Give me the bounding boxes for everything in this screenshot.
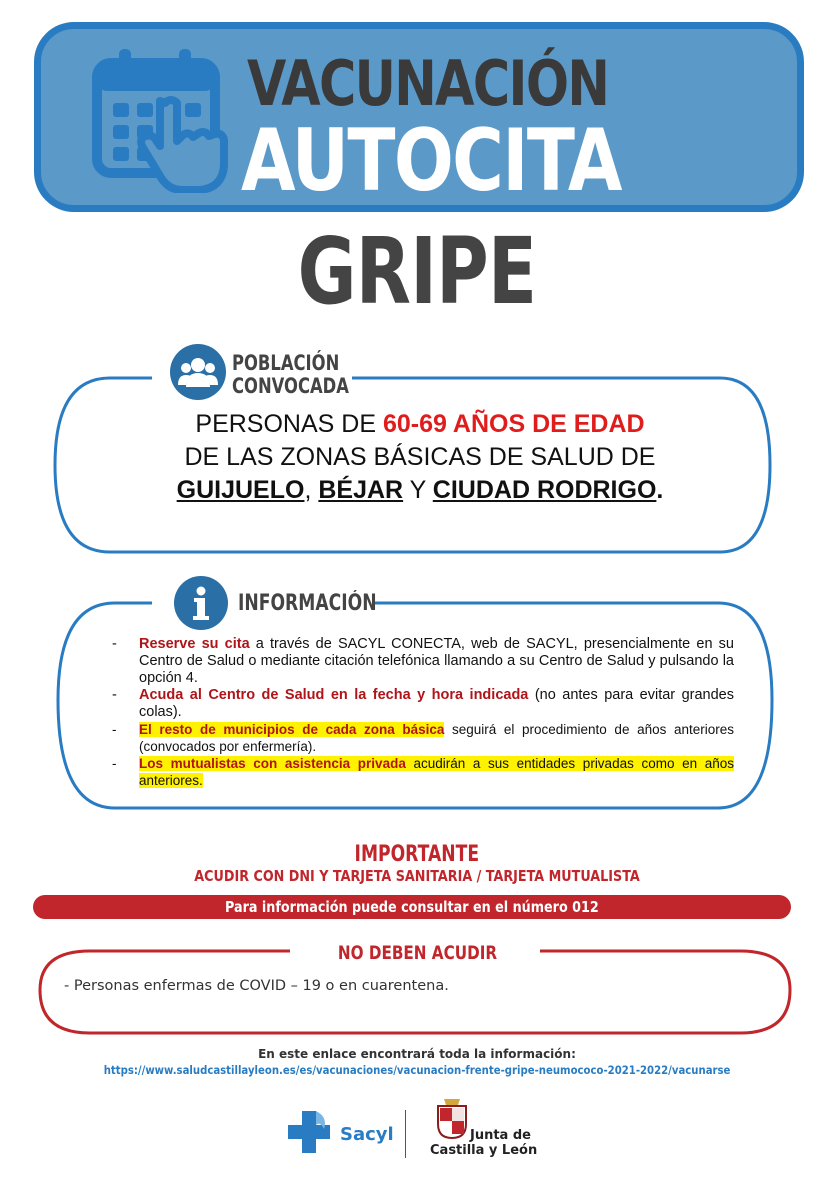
footer-divider <box>405 1110 406 1158</box>
sacyl-logo-icon <box>288 1107 343 1157</box>
place-ciudad-rodrigo: CIUDAD RODRIGO <box>432 476 657 504</box>
place-bejar: BÉJAR <box>318 476 404 504</box>
calendar-tap-icon <box>91 43 241 193</box>
no-deben-item: - Personas enfermas de COVID – 19 o en cuarentena. <box>64 978 449 994</box>
no-deben-title: NO DEBEN ACUDIR <box>337 942 497 964</box>
info-phone-bar: Para información puede consultar en el número 012 <box>33 895 791 919</box>
link-intro: En este enlace encontrará toda la información: <box>258 1047 576 1061</box>
list-item: - Acuda al Centro de Salud en la fecha y hora indicada (no antes para evitar grandes colas). <box>112 687 734 721</box>
importante-subtitle: ACUDIR CON DNI Y TARJETA SANITARIA / TARJETA MUTUALISTA <box>194 867 640 885</box>
banner-title-line1: VACUNACIÓN <box>247 47 609 120</box>
poblacion-line3: GUIJUELO, BÉJAR Y CIUDAD RODRIGO. <box>176 476 664 504</box>
junta-shield-icon <box>436 1098 468 1140</box>
subject-title: GRIPE <box>297 218 537 325</box>
people-icon <box>170 344 226 400</box>
sacyl-brand: Sacyl <box>340 1124 394 1145</box>
info-list <box>112 636 734 789</box>
junta-line1: Junta de <box>470 1128 531 1143</box>
informacion-label: INFORMACIÓN <box>238 591 377 616</box>
list-item: - Los mutualistas con asistencia privada acudirán a sus entidades privadas como en años anteriores. <box>112 755 734 789</box>
banner-title-line2: AUTOCITA <box>241 111 621 211</box>
list-item: - El resto de municipios de cada zona básica seguirá el procedimiento de años anteriores (convocados por enfermería). <box>112 721 734 755</box>
header-banner <box>34 22 804 212</box>
importante-title: IMPORTANTE <box>354 842 480 867</box>
info-link[interactable]: https://www.saludcastillayleon.es/es/vacunaciones/vacunacion-frente-gripe-neumococo-2021-2022/vacunarse <box>103 1063 731 1077</box>
junta-line2: Castilla y León <box>430 1143 538 1158</box>
poblacion-label: POBLACIÓN CONVOCADA <box>232 351 349 398</box>
place-guijuelo: GUIJUELO <box>176 476 305 504</box>
list-item: - Reserve su cita a través de SACYL CONECTA, web de SACYL, presencialmente en su Centro de Salud o mediante citación telefónica llamando a su Centro de Salud y pulsando la opción 4. <box>112 636 734 687</box>
age-range: 60-69 AÑOS DE EDAD <box>382 410 645 438</box>
poblacion-text <box>80 408 760 507</box>
poblacion-line2: DE LAS ZONAS BÁSICAS DE SALUD DE <box>184 443 656 471</box>
poblacion-line1: PERSONAS DE 60-69 AÑOS DE EDAD <box>195 410 645 438</box>
info-icon <box>174 576 228 630</box>
